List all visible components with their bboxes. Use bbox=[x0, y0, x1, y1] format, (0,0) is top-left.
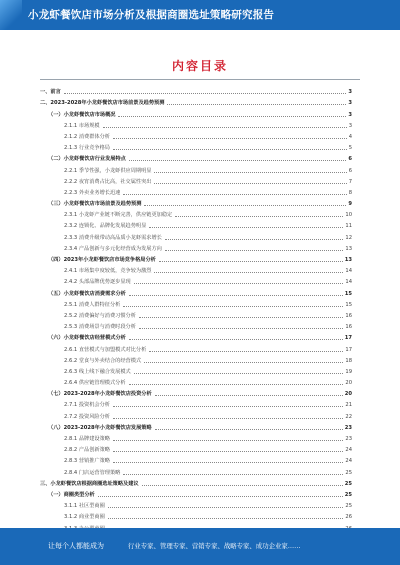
toc-leader-dots bbox=[129, 160, 347, 161]
toc-leader-dots bbox=[98, 496, 343, 497]
toc-entry-label: 2.7.2 投资风险分析 bbox=[64, 413, 110, 420]
toc-entry[interactable] bbox=[40, 420, 352, 431]
toc-leader-dots bbox=[167, 104, 346, 105]
toc-entry-label: （一）商圈类型分析 bbox=[48, 491, 95, 498]
toc-entry[interactable] bbox=[40, 106, 352, 117]
header-decoration bbox=[0, 0, 22, 30]
toc-entry-page: 9 bbox=[348, 201, 352, 208]
toc-entry-label: 2.4.2 头部品牌优势逐步显现 bbox=[64, 279, 131, 286]
toc-entry-page: 11 bbox=[345, 223, 352, 230]
toc-entry-label: 2.6.4 供应链管理模式分析 bbox=[64, 380, 126, 387]
toc-entry[interactable] bbox=[40, 162, 352, 173]
toc-entry[interactable] bbox=[40, 431, 352, 442]
toc-leader-dots bbox=[144, 362, 343, 363]
toc-entry[interactable] bbox=[40, 95, 352, 106]
toc-leader-dots bbox=[149, 227, 343, 228]
toc-entry-label: 3.1.2 商业型商圈 bbox=[64, 514, 105, 521]
toc-entry-label: 三、小龙虾餐饮店根据商圈选址策略及建议 bbox=[40, 480, 139, 487]
toc-entry-page: 17 bbox=[345, 346, 352, 353]
toc-entry-label: 2.7.1 投资机会分析 bbox=[64, 402, 110, 409]
toc-entry-label: 2.5.3 消费场景与消费时段分析 bbox=[64, 324, 136, 331]
toc-entry-page: 25 bbox=[345, 503, 352, 510]
toc-entry-page: 24 bbox=[345, 458, 352, 465]
toc-entry[interactable] bbox=[40, 509, 352, 520]
toc-entry-page: 10 bbox=[345, 212, 352, 219]
toc-entry-label: 2.2.2 夜宵消费占比高，社交属性突出 bbox=[64, 178, 152, 185]
toc-entry-page: 17 bbox=[344, 335, 352, 342]
toc-entry[interactable] bbox=[40, 84, 352, 95]
toc-entry-page: 23 bbox=[345, 436, 352, 442]
toc-entry-page: 21 bbox=[345, 402, 352, 409]
toc-entry-page: 7 bbox=[348, 178, 352, 185]
toc-entry-page: 12 bbox=[345, 234, 352, 241]
toc-entry-label: （二）小龙虾餐饮店行业发展特点 bbox=[48, 156, 126, 163]
toc-leader-dots bbox=[103, 127, 347, 128]
toc-entry-page: 4 bbox=[348, 133, 352, 140]
toc-leader-dots bbox=[129, 295, 343, 296]
toc-entry-label: 2.1.3 行业竞争格局 bbox=[64, 145, 110, 152]
toc-leader-dots bbox=[142, 485, 343, 486]
toc-entry[interactable] bbox=[40, 185, 352, 196]
toc-entry-page: 22 bbox=[345, 413, 352, 420]
toc-entry[interactable] bbox=[40, 174, 352, 185]
toc-entry[interactable] bbox=[40, 397, 352, 408]
toc-leader-dots bbox=[139, 328, 343, 329]
toc-leader-dots bbox=[154, 272, 343, 273]
toc-entry-label: 2.3.4 产品创新与多元化经营成为发展方向 bbox=[64, 245, 162, 252]
toc-leader-dots bbox=[165, 250, 344, 251]
toc-entry-page: 15 bbox=[344, 290, 352, 297]
toc-entry-label: 2.6.3 线上线下融合发展模式 bbox=[64, 368, 131, 375]
toc-entry-page: 16 bbox=[345, 312, 352, 319]
toc-entry-label: 2.3.2 连锁化、品牌化发展趋势明显 bbox=[64, 223, 147, 230]
toc-entry-page: 26 bbox=[345, 514, 352, 521]
toc-leader-dots bbox=[175, 216, 343, 217]
toc-entry[interactable] bbox=[40, 252, 352, 263]
toc-entry-label: 2.8.1 品牌建设策略 bbox=[64, 436, 110, 442]
toc-entry[interactable] bbox=[40, 330, 352, 341]
toc-entry[interactable] bbox=[40, 263, 352, 274]
toc-entry-page: 19 bbox=[345, 368, 352, 375]
toc-entry[interactable] bbox=[40, 364, 352, 375]
toc-entry-page: 20 bbox=[344, 391, 352, 398]
toc-entry-label: 2.1.2 消费群体分析 bbox=[64, 133, 110, 140]
toc-leader-dots bbox=[154, 183, 346, 184]
toc-entry-label: （六）小龙虾餐饮店经营模式分析 bbox=[48, 335, 126, 342]
toc-entry[interactable] bbox=[40, 476, 352, 487]
toc-entry-label: （四）2023年小龙虾餐饮店市场竞争格局分析 bbox=[48, 257, 156, 263]
toc-entry[interactable] bbox=[40, 453, 352, 464]
toc-entry[interactable] bbox=[40, 487, 352, 498]
footer-tagline: 行业专家、管理专家、营销专家、战略专家、成功企业家…… bbox=[128, 542, 301, 550]
toc-leader-dots bbox=[139, 317, 343, 318]
toc-entry[interactable] bbox=[40, 408, 352, 419]
toc-leader-dots bbox=[113, 418, 343, 419]
toc-entry[interactable] bbox=[40, 207, 352, 218]
toc-entry[interactable] bbox=[40, 464, 352, 475]
toc-entry[interactable] bbox=[40, 285, 352, 296]
toc-entry-page: 23 bbox=[344, 424, 352, 431]
toc-entry[interactable] bbox=[40, 375, 352, 386]
toc-leader-dots bbox=[113, 451, 343, 452]
toc-entry-page: 25 bbox=[344, 480, 352, 487]
toc-entry[interactable] bbox=[40, 241, 352, 252]
toc-entry-label: 2.3.3 消费升级带动高品质小龙虾需求增长 bbox=[64, 234, 162, 241]
toc-leader-dots bbox=[108, 507, 344, 508]
toc-entry-label: （八）2023-2028年小龙虾餐饮店发展策略 bbox=[48, 424, 152, 431]
toc-entry-page: 20 bbox=[345, 380, 352, 387]
toc-entry[interactable] bbox=[40, 140, 352, 151]
toc-entry[interactable] bbox=[40, 353, 352, 364]
toc-entry[interactable] bbox=[40, 274, 352, 285]
toc-entry-page: 25 bbox=[344, 491, 352, 498]
toc-leader-dots bbox=[149, 351, 343, 352]
toc-leader-dots bbox=[113, 440, 343, 441]
footer-slogan: 让每个人都能成为 bbox=[48, 542, 104, 550]
toc-leader-dots bbox=[113, 138, 347, 139]
toc-leader-dots bbox=[134, 373, 344, 374]
toc-entry-label: 2.8.4 门店运营管理策略 bbox=[64, 469, 121, 476]
toc-entry[interactable] bbox=[40, 319, 352, 330]
toc-entry-label: 2.1.1 市场规模 bbox=[64, 122, 100, 129]
toc-entry[interactable] bbox=[40, 308, 352, 319]
toc-entry-page: 14 bbox=[345, 279, 352, 286]
toc-entry-page: 14 bbox=[345, 268, 352, 275]
toc-entry[interactable] bbox=[40, 196, 352, 207]
toc-leader-dots bbox=[165, 239, 344, 240]
toc-entry[interactable] bbox=[40, 129, 352, 140]
toc-entry-page: 15 bbox=[345, 301, 352, 308]
toc-entry[interactable] bbox=[40, 229, 352, 240]
toc-entry-label: 2.2.3 外卖业务增长迅速 bbox=[64, 189, 121, 196]
toc-entry-page: 5 bbox=[348, 145, 352, 152]
toc-entry[interactable] bbox=[40, 498, 352, 509]
toc-entry-label: 一、前言 bbox=[40, 89, 61, 96]
toc-leader-dots bbox=[123, 474, 343, 475]
toc-entry-page: 3 bbox=[348, 89, 352, 96]
toc-leader-dots bbox=[113, 406, 343, 407]
toc-entry-page: 18 bbox=[345, 357, 352, 364]
toc-entry-label: 2.3.1 小龙虾产业链不断完善，供应链更加稳定 bbox=[64, 212, 173, 219]
toc-entry[interactable] bbox=[40, 341, 352, 352]
toc-entry-page: 24 bbox=[345, 447, 352, 454]
toc-entry-label: （五）小龙虾餐饮店消费需求分析 bbox=[48, 290, 126, 297]
toc-entry-page: 8 bbox=[348, 189, 352, 196]
toc-entry[interactable] bbox=[40, 297, 352, 308]
toc-leader-dots bbox=[134, 283, 344, 284]
toc-entry-label: （三）小龙虾餐饮店市场前景及趋势预测 bbox=[48, 201, 142, 208]
toc-entry-label: 2.2.1 季节性强，小龙虾供应周期明显 bbox=[64, 167, 152, 174]
toc-divider bbox=[40, 79, 360, 80]
toc-entry-page: 3 bbox=[348, 111, 352, 118]
toc-entry-label: 2.8.2 产品创新策略 bbox=[64, 447, 110, 454]
toc-entry[interactable] bbox=[40, 151, 352, 162]
toc-leader-dots bbox=[123, 194, 346, 195]
toc-leader-dots bbox=[123, 306, 343, 307]
toc-leader-dots bbox=[64, 93, 347, 94]
toc-leader-dots bbox=[155, 429, 343, 430]
toc-entry-page: 13 bbox=[344, 257, 352, 263]
toc-entry-page: 3 bbox=[348, 122, 352, 129]
toc-entry[interactable] bbox=[40, 442, 352, 453]
toc-leader-dots bbox=[129, 339, 343, 340]
header-banner bbox=[0, 0, 400, 30]
toc-entry-page: 16 bbox=[345, 324, 352, 331]
toc-leader-dots bbox=[154, 172, 346, 173]
toc-leader-dots bbox=[113, 149, 347, 150]
toc-entry-label: 2.6.2 堂食与外卖结合的经营模式 bbox=[64, 357, 142, 364]
toc-leader-dots bbox=[159, 261, 343, 262]
toc-entry-page: 3 bbox=[348, 100, 352, 107]
toc-entry[interactable] bbox=[40, 386, 352, 397]
toc-entry-page: 13 bbox=[345, 245, 352, 252]
toc-entry-page: 6 bbox=[348, 167, 352, 174]
toc-leader-dots bbox=[108, 518, 344, 519]
toc-entry[interactable] bbox=[40, 118, 352, 129]
table-of-contents bbox=[40, 84, 352, 532]
toc-leader-dots bbox=[129, 384, 344, 385]
toc-entry-label: 2.4.1 市场集中度较低，竞争较为激烈 bbox=[64, 268, 152, 275]
toc-entry-label: 2.6.1 直营模式与加盟模式对比分析 bbox=[64, 346, 147, 353]
toc-leader-dots bbox=[144, 205, 346, 206]
toc-leader-dots bbox=[118, 116, 346, 117]
toc-entry-label: 2.8.3 营销推广策略 bbox=[64, 458, 110, 465]
toc-entry-label: （一）小龙虾餐饮店市场概况 bbox=[48, 111, 116, 118]
toc-heading: 内容目录 bbox=[171, 59, 228, 73]
toc-entry-label: （七）2023-2028年小龙虾餐饮店投资分析 bbox=[48, 391, 152, 398]
toc-entry-label: 2.5.1 消费人群特征分析 bbox=[64, 301, 121, 308]
toc-entry-page: 25 bbox=[345, 469, 352, 476]
toc-entry-label: 2.5.2 消费偏好与消费习惯分析 bbox=[64, 312, 136, 319]
toc-entry-label: 二、2023-2028年小龙虾餐饮店市场前景及趋势预测 bbox=[40, 100, 165, 107]
toc-entry[interactable] bbox=[40, 218, 352, 229]
toc-leader-dots bbox=[155, 395, 343, 396]
toc-leader-dots bbox=[113, 462, 343, 463]
toc-entry-label: 3.1.1 社区型商圈 bbox=[64, 503, 105, 510]
report-title: 小龙虾餐饮店市场分析及根据商圈选址策略研究报告 bbox=[28, 9, 275, 21]
footer-banner bbox=[0, 528, 400, 565]
toc-entry-page: 6 bbox=[348, 156, 352, 163]
